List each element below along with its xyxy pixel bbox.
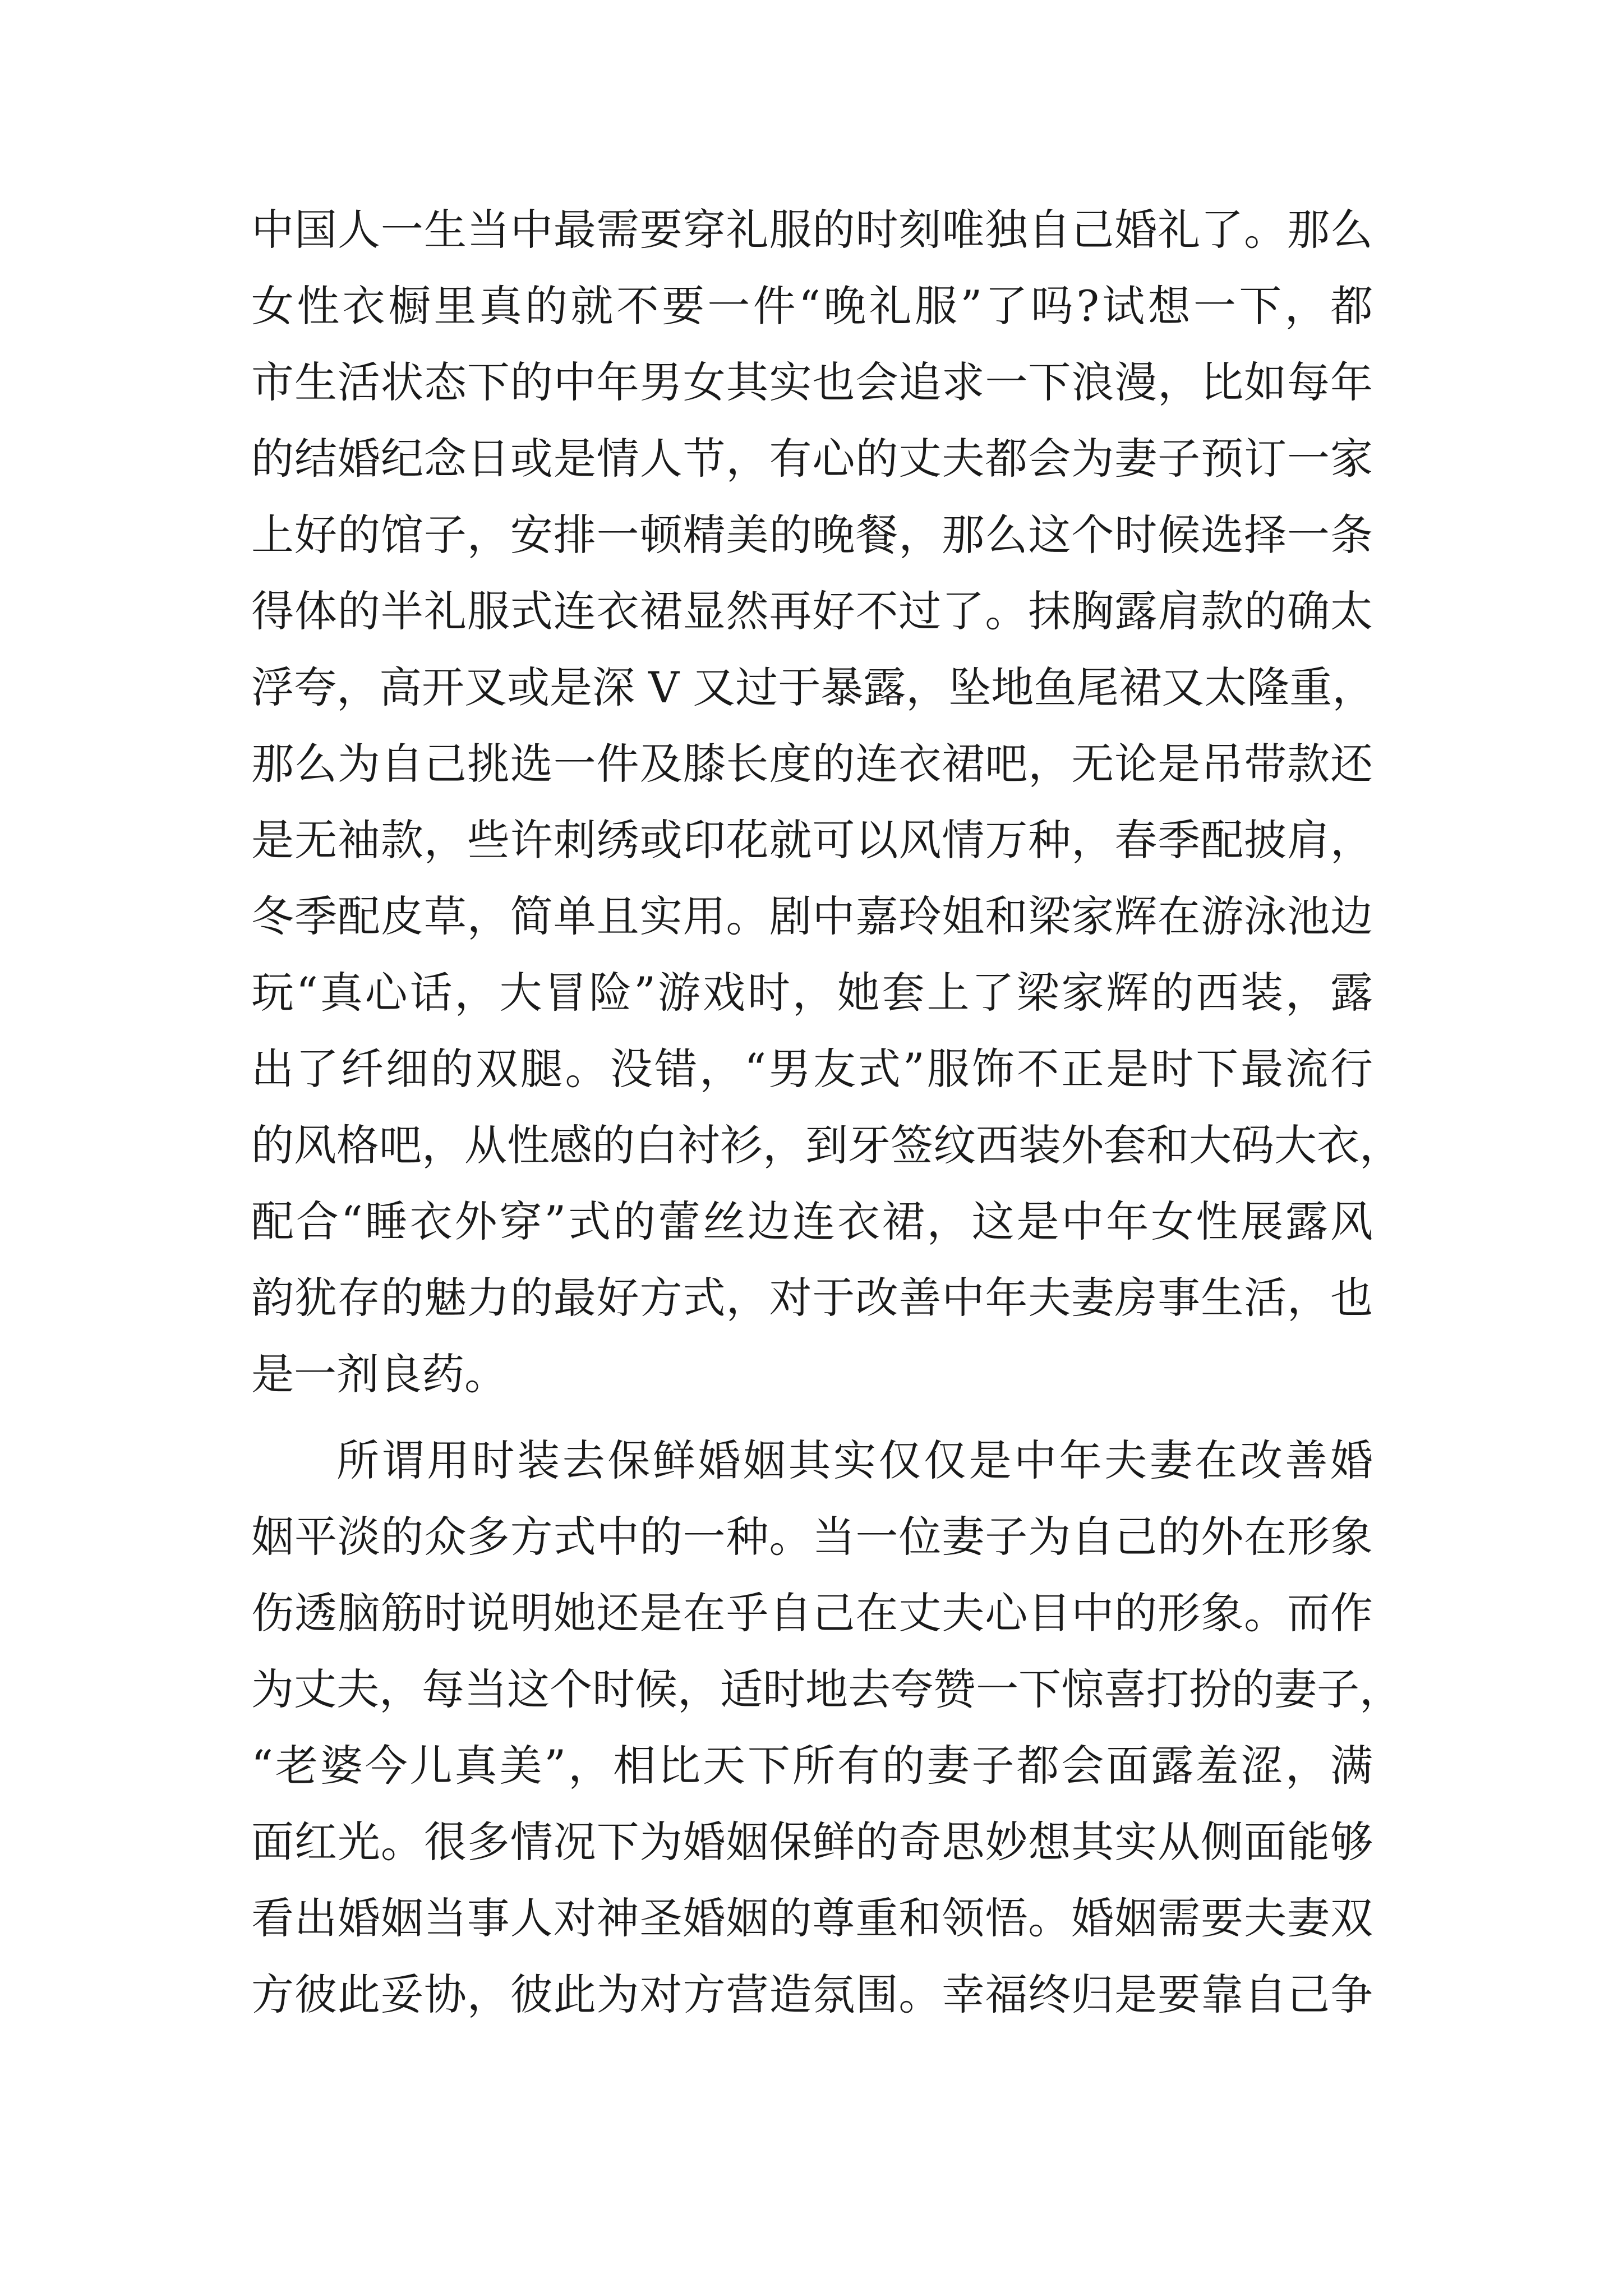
text-line: 的风格吧，从性感的白衬衫，到牙签纹西装外套和大码大衣， xyxy=(251,1120,1402,1170)
text-line: 韵犹存的魅力的最好方式，对于改善中年夫妻房事生活，也 xyxy=(251,1273,1373,1323)
text-line: 市生活状态下的中年男女其实也会追求一下浪漫，比如每年 xyxy=(251,357,1373,407)
text-line: 出了纤细的双腿。没错，“男友式”服饰不正是时下最流行 xyxy=(251,1044,1373,1094)
text-line: 中国人一生当中最需要穿礼服的时刻唯独自己婚礼了。那么 xyxy=(251,205,1373,255)
text-line: 为丈夫，每当这个时候，适时地去夸赞一下惊喜打扮的妻子， xyxy=(251,1664,1402,1714)
text-line: 所谓用时装去保鲜婚姻其实仅仅是中年夫妻在改善婚 xyxy=(336,1435,1373,1485)
text-line: 浮夸，高开叉或是深 V 又过于暴露，坠地鱼尾裙又太隆重， xyxy=(251,662,1375,712)
text-line: 看出婚姻当事人对神圣婚姻的尊重和领悟。婚姻需要夫妻双 xyxy=(251,1893,1373,1943)
text-line: 伤透脑筋时说明她还是在乎自己在丈夫心目中的形象。而作 xyxy=(251,1588,1373,1638)
text-line: 玩“真心话，大冒险”游戏时，她套上了梁家辉的西装，露 xyxy=(251,968,1373,1018)
text-line: 那么为自己挑选一件及膝长度的连衣裙吧，无论是吊带款还 xyxy=(251,739,1373,789)
paragraph-2 xyxy=(251,1435,1402,2019)
text-line: 是一剂良药。 xyxy=(251,1349,507,1399)
text-line: 配合“睡衣外穿”式的蕾丝边连衣裙，这是中年女性展露风 xyxy=(251,1197,1373,1246)
text-line: 面红光。很多情况下为婚姻保鲜的奇思妙想其实从侧面能够 xyxy=(251,1817,1373,1867)
body-text xyxy=(251,205,1402,2047)
text-line: 方彼此妥协，彼此为对方营造氛围。幸福终归是要靠自己争 xyxy=(251,1970,1373,2019)
text-line: 冬季配皮草，简单且实用。剧中嘉玲姐和梁家辉在游泳池边 xyxy=(251,891,1373,941)
text-line: 是无袖款，些许刺绣或印花就可以风情万种，春季配披肩， xyxy=(251,815,1373,865)
text-line: “老婆今儿真美”，相比天下所有的妻子都会面露羞涩，满 xyxy=(251,1741,1373,1791)
text-line: 的结婚纪念日或是情人节，有心的丈夫都会为妻子预订一家 xyxy=(251,434,1373,484)
text-line: 姻平淡的众多方式中的一种。当一位妻子为自己的外在形象 xyxy=(251,1512,1373,1562)
paragraph-1 xyxy=(251,205,1402,1399)
text-line: 女性衣橱里真的就不要一件“晚礼服”了吗?试想一下，都 xyxy=(251,281,1373,331)
text-line: 得体的半礼服式连衣裙显然再好不过了。抹胸露肩款的确太 xyxy=(251,586,1373,636)
text-line: 上好的馆子，安排一顿精美的晚餐，那么这个时候选择一条 xyxy=(251,510,1373,560)
